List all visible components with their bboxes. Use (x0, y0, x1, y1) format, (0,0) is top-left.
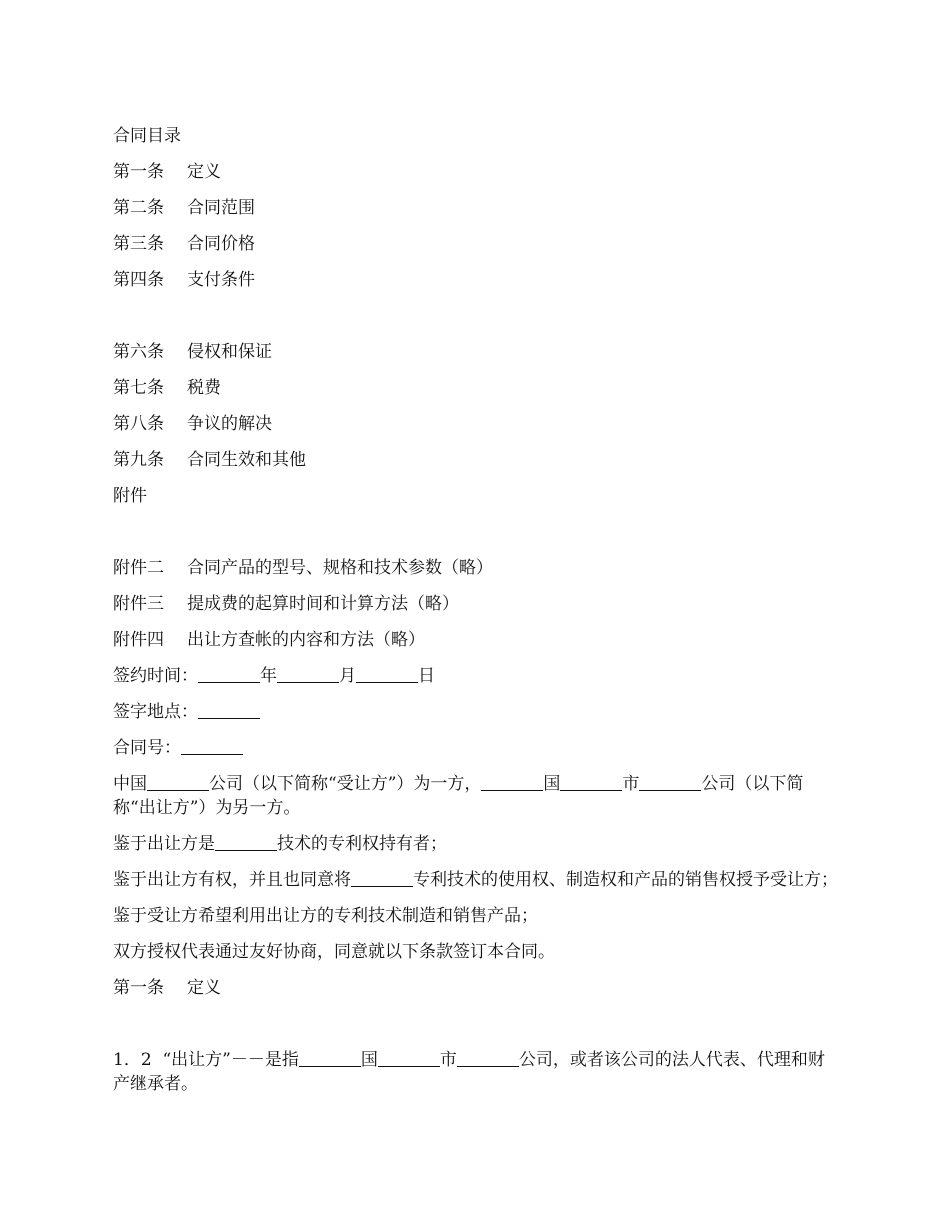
appendix-item (113, 628, 838, 652)
text-segment: 公司（以下简称“受让方”）为一方， (209, 774, 482, 794)
text-segment: 中国 (113, 774, 147, 794)
toc-item-text: 定义 (187, 162, 221, 182)
toc-item (113, 196, 838, 220)
toc-item-number: 第一条 (113, 162, 164, 182)
contract-number-blank[interactable] (181, 737, 243, 755)
preamble-agreement: 双方授权代表通过友好协商，同意就以下条款签订本合同。 (113, 942, 555, 962)
preamble-whereas-3: 鉴于受让方希望利用出让方的专利技术制造和销售产品； (113, 906, 538, 926)
toc-item-number: 第四条 (113, 270, 164, 290)
month-label: 月 (339, 666, 356, 686)
text-segment: 鉴于出让方是 (113, 834, 215, 854)
appendix-item (113, 556, 838, 580)
toc-item-text: 税费 (187, 378, 221, 398)
year-blank[interactable] (198, 665, 260, 683)
text-segment: 市 (439, 1050, 457, 1070)
signing-place (113, 700, 838, 724)
appendix-text: 合同产品的型号、规格和技术参数（略） (187, 558, 493, 578)
signing-place-label: 签字地点： (113, 702, 198, 722)
blank-line (113, 304, 838, 340)
contract-number-label: 合同号： (113, 738, 181, 758)
signing-place-blank[interactable] (198, 701, 260, 719)
toc-item-text: 侵权和保证 (187, 342, 272, 362)
toc-item-text: 合同生效和其他 (187, 450, 306, 470)
text-segment: 市 (622, 774, 640, 794)
toc-item (113, 232, 838, 256)
toc-item (113, 268, 838, 292)
toc-item (113, 160, 838, 184)
appendix-number: 附件二 (113, 558, 164, 578)
preamble-whereas-2 (113, 868, 838, 892)
toc-item (113, 376, 838, 400)
appendix-text: 出让方查帐的内容和方法（略） (187, 630, 425, 650)
toc-item-number: 第七条 (113, 378, 164, 398)
licensor-city-blank[interactable] (560, 773, 622, 791)
toc-item-number: 第三条 (113, 234, 164, 254)
toc-item-text: 争议的解决 (187, 414, 272, 434)
article-number: 第一条 (113, 978, 164, 998)
appendix-title: 附件 (113, 486, 147, 506)
signing-time (113, 664, 838, 688)
licensor-company-blank[interactable] (457, 1049, 519, 1067)
appendix-item (113, 592, 838, 616)
licensor-city-blank[interactable] (378, 1049, 440, 1067)
text-segment: 国 (360, 1050, 378, 1070)
text-segment: 技术的专利权持有者； (277, 834, 447, 854)
patent-technology-blank[interactable] (351, 869, 413, 887)
day-label: 日 (418, 666, 435, 686)
toc-item (113, 448, 838, 472)
text-segment: 公司（以下简称“出让方”）为另一方。 (113, 774, 804, 818)
technology-name-blank[interactable] (215, 833, 277, 851)
toc-item-number: 第九条 (113, 450, 164, 470)
toc-item-text: 合同价格 (187, 234, 255, 254)
toc-item-text: 合同范围 (187, 198, 255, 218)
appendix-number: 附件四 (113, 630, 164, 650)
preamble-parties (113, 772, 838, 820)
toc-item (113, 340, 838, 364)
toc-item-text: 支付条件 (187, 270, 255, 290)
clause-number: 1．2 (113, 1050, 152, 1070)
toc-item-number: 第八条 (113, 414, 164, 434)
contract-number (113, 736, 838, 760)
text-segment: 国 (543, 774, 561, 794)
blank-line (113, 1012, 838, 1048)
toc-item-number: 第六条 (113, 342, 164, 362)
blank-line (113, 520, 838, 556)
day-blank[interactable] (356, 665, 418, 683)
toc-item (113, 412, 838, 436)
contract-document (113, 124, 838, 1108)
preamble-whereas-1 (113, 832, 838, 856)
article-title: 定义 (187, 978, 221, 998)
licensor-country-blank[interactable] (299, 1049, 361, 1067)
signing-time-label: 签约时间： (113, 666, 198, 686)
toc-title: 合同目录 (113, 126, 181, 146)
text-segment: 公司，或者该公司的法人代表、代理和财产继承者。 (113, 1050, 825, 1094)
article-heading (113, 976, 838, 1000)
text-segment: 专利技术的使用权、制造权和产品的销售权授予受让方； (413, 870, 838, 890)
licensee-name-blank[interactable] (147, 773, 209, 791)
text-segment: 鉴于出让方有权，并且也同意将 (113, 870, 351, 890)
text-segment: “出让方”－－是指 (162, 1050, 299, 1070)
appendix-text: 提成费的起算时间和计算方法（略） (187, 594, 459, 614)
month-blank[interactable] (277, 665, 339, 683)
year-label: 年 (260, 666, 277, 686)
appendix-number: 附件三 (113, 594, 164, 614)
clause-1-2 (113, 1048, 838, 1096)
licensor-company-blank[interactable] (639, 773, 701, 791)
toc-item-number: 第二条 (113, 198, 164, 218)
licensor-country-blank[interactable] (481, 773, 543, 791)
